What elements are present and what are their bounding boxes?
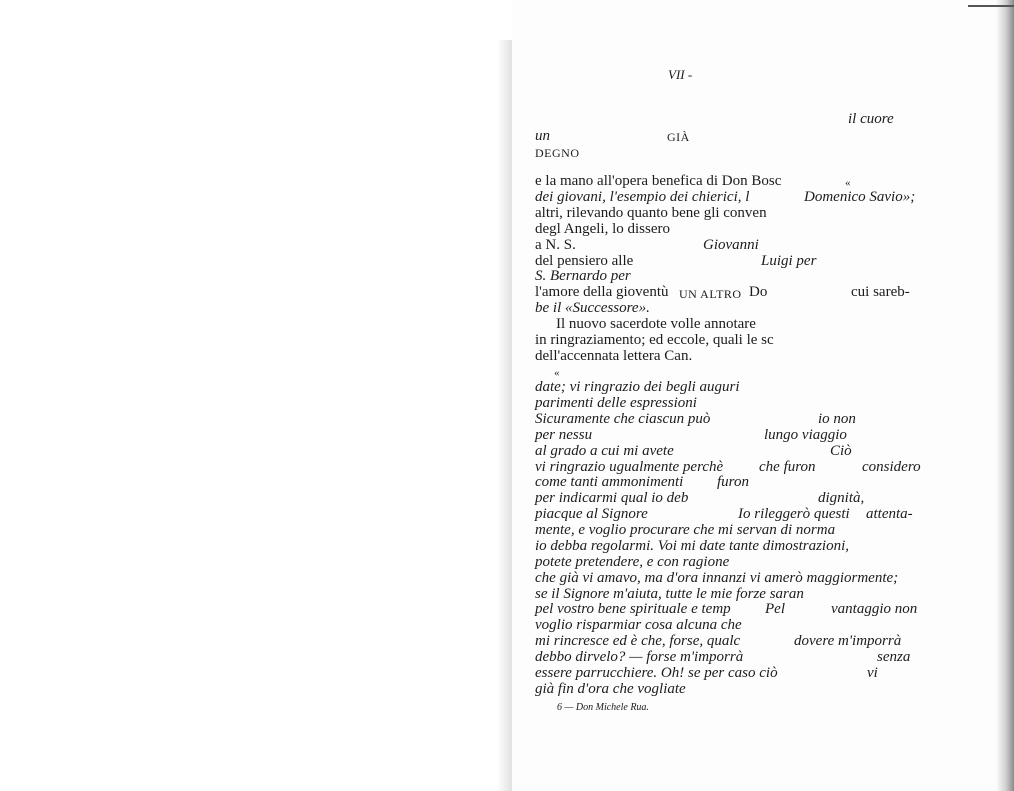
text-fragment: attenta- [866,506,913,522]
text-fragment: lungo viaggio [764,427,847,443]
page-edge-shadow [996,0,1014,791]
text-fragment: « [845,177,851,189]
text-fragment: l'amore della gioventù [535,284,669,300]
text-fragment: il cuore [848,111,894,127]
text-fragment: senza [877,649,911,665]
text-fragment: in ringraziamento; ed eccole, quali le sc [535,332,774,348]
text-fragment: vantaggio non [831,601,918,617]
text-fragment: che furon [759,459,816,475]
text-fragment: Il nuovo sacerdote volle annotare [556,316,756,332]
text-fragment: Giovanni [703,237,759,253]
text-fragment: be il «Successore». [535,300,650,316]
text-fragment: Luigi per [761,253,817,269]
text-fragment: voglio risparmiar cosa alcuna che [535,617,742,633]
text-fragment: se il Signore m'aiuta, tutte le mie forze saran [535,586,804,602]
text-fragment: a N. S. [535,237,576,253]
text-fragment: Domenico Savio»; [804,189,916,205]
text-fragment: Pel [765,601,785,617]
text-fragment: piacque al Signore [535,506,648,522]
text-fragment: come tanti ammonimenti [535,474,684,490]
page-footer-note: 6 — Don Michele Rua. [557,702,649,713]
text-fragment: al grado a cui mi avete [535,443,674,459]
text-fragment: mi rincresce ed è che, forse, qualc [535,633,741,649]
text-fragment: e la mano all'opera benefica di Don Bosc [535,173,782,189]
text-fragment: debbo dirvelo? — forse m'imporrà [535,649,744,665]
running-head: VII - [668,67,693,82]
text-fragment: Sicuramente che ciascun può [535,411,711,427]
text-fragment: Do [749,284,768,300]
text-fragment: date; vi ringrazio dei begli auguri [535,379,740,395]
text-fragment: Ciò [830,443,852,459]
text-fragment: degl Angeli, lo dissero [535,221,670,237]
text-fragment: mente, e voglio procurare che mi servan di norma [535,522,836,538]
text-fragment: GIÀ [667,130,690,144]
text-fragment: DEGNO [535,146,580,160]
text-fragment: già fin d'ora che vogliate [535,681,686,697]
text-fragment: pel vostro bene spirituale e temp [535,601,731,617]
text-fragment: furon [717,474,749,490]
left-page-blank [0,0,505,791]
text-fragment: io non [818,411,856,427]
text-fragment: dell'accennata lettera Can. [535,348,693,364]
text-fragment: dignità, [818,490,865,506]
text-fragment: cui sareb- [851,284,910,300]
text-fragment: del pensiero alle [535,253,634,269]
page-corner-line [968,5,1014,7]
text-fragment: vi ringrazio ugualmente perchè [535,459,724,475]
text-fragment: potete pretendere, e con ragione [535,554,730,570]
text-fragment: per nessu [535,427,593,443]
text-fragment: un [535,128,550,144]
text-fragment: dovere m'imporrà [794,633,902,649]
text-fragment: dei giovani, l'esempio dei chierici, l [535,189,750,205]
text-fragment: vi [867,665,878,681]
text-fragment: Io rileggerò questi [738,506,850,522]
text-fragment: essere parrucchiere. Oh! se per caso ciò [535,665,778,681]
text-fragment: per indicarmi qual io deb [535,490,689,506]
text-fragment: considero [862,459,921,475]
text-fragment: che già vi amavo, ma d'ora innanzi vi amerò maggiormente; [535,570,899,586]
text-fragment: S. Bernardo per [535,268,631,284]
text-fragment: UN ALTRO [679,287,742,301]
text-fragment: altri, rilevando quanto bene gli conven [535,205,767,221]
text-fragment: io debba regolarmi. Voi mi date tante dimostrazioni, [535,538,850,554]
text-fragment: « [554,367,560,379]
text-fragment: parimenti delle espressioni [535,395,697,411]
